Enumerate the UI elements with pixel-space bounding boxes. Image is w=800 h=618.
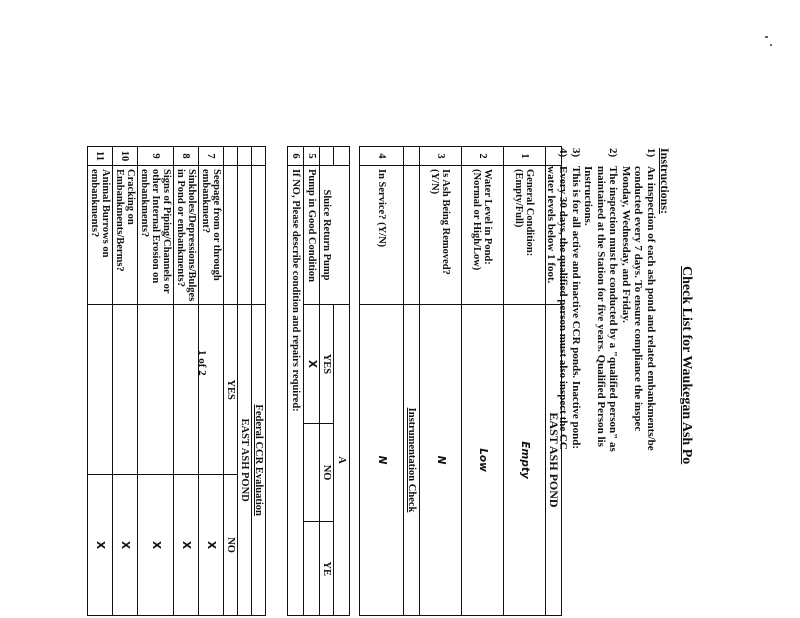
instruction-line: The inspection must be conducted by a "qualified person" as	[607, 166, 620, 452]
handwritten-answer: Empty	[504, 305, 546, 616]
no-header: NO	[224, 475, 238, 616]
table-row	[138, 147, 174, 616]
table-row	[88, 147, 113, 616]
row-label: Animal Burrows on embankments?	[88, 166, 113, 305]
row-number: 7	[199, 147, 224, 166]
instruction-number: 1)	[645, 148, 657, 158]
instruction-number: 4)	[557, 148, 570, 158]
instruction-line: Every 30 days, the qualified person must also inspect the CC	[557, 166, 570, 450]
table-row	[462, 147, 504, 616]
scan-speck	[770, 44, 772, 46]
instruction-number: 2)	[607, 148, 620, 158]
yes-header: YES	[320, 305, 334, 424]
table-row	[199, 147, 224, 616]
table-row	[288, 147, 304, 616]
pond-header: EAST ASH POND	[238, 305, 252, 616]
instruction-line: water levels below 1 foot.	[545, 166, 557, 284]
sluice-return-pump-table	[287, 146, 350, 616]
table-header-row	[546, 147, 562, 616]
table-row	[174, 147, 199, 616]
table-header-row	[320, 147, 334, 616]
table-row	[420, 147, 462, 616]
instruction-line: This is for all active and inactive CCR ponds. Inactive pond:	[570, 166, 582, 450]
row-label: Signs of Piping/Channels or other Internal Erosion on embankments?	[138, 166, 174, 305]
handwritten-answer: N	[420, 305, 462, 616]
row-number: 3	[420, 147, 462, 166]
scan-speck	[765, 36, 768, 38]
row-number: 5	[304, 147, 320, 166]
table-header-row	[252, 147, 266, 616]
row-label: General Condition: (Empty/Full)	[504, 166, 546, 305]
table-row	[360, 147, 404, 616]
instruction-item	[582, 148, 620, 603]
row-label: If NO, Please describe condition and repairs required:	[288, 166, 304, 616]
instructions-heading: Instructions:	[658, 148, 672, 215]
instruction-line: maintained at the Station for five years. Qualified Person lis	[595, 166, 607, 447]
no-check-mark: X	[138, 475, 174, 616]
instruction-line: An inspection of each ash pond and related embankments/be	[645, 166, 657, 451]
yes-header: YES	[224, 305, 238, 475]
table-header-row	[238, 147, 252, 616]
sluice-title: Sluice Return Pump	[320, 166, 334, 305]
page-number: 1 of 2	[196, 350, 208, 376]
instruction-line: Instructions.	[582, 166, 595, 226]
yes-check-mark: X	[304, 305, 320, 424]
row-label: Is Ash Being Removed? (Y/N)	[420, 166, 462, 305]
instruction-item	[620, 148, 658, 603]
row-label: In Service? (Y/N)	[360, 166, 404, 305]
table-row	[504, 147, 546, 616]
table-header-row	[224, 147, 238, 616]
no-check-mark: X	[88, 475, 113, 616]
sluice-column-label: A	[334, 305, 350, 616]
handwritten-answer: Low	[462, 305, 504, 616]
ye-header: YE	[320, 522, 334, 616]
instructions-block	[545, 148, 673, 603]
handwritten-answer: N	[360, 305, 404, 616]
no-check-mark: X	[199, 475, 224, 616]
instruction-line: Monday, Wednesday, and Friday.	[620, 166, 632, 323]
federal-title: Federal CCR Evaluation	[252, 305, 266, 616]
no-header: NO	[320, 423, 334, 522]
row-label: Pump in Good Condition	[304, 166, 320, 305]
row-number: 6	[288, 147, 304, 166]
row-label: Sinkholes/Depressions/Bulges in Pond or embankments?	[174, 166, 199, 305]
federal-ccr-table	[87, 146, 266, 616]
rotated-checklist-sheet	[89, 138, 700, 608]
row-label: Water Level in Pond: (Normal or High/Low)	[462, 166, 504, 305]
no-check-mark: X	[174, 475, 199, 616]
table-header-row	[334, 147, 350, 616]
row-number: 8	[174, 147, 199, 166]
no-check-mark: X	[113, 475, 138, 616]
instruction-line: conducted every 7 days. To ensure compliance the inspec	[632, 166, 645, 432]
row-number: 1	[504, 147, 546, 166]
row-number: 2	[462, 147, 504, 166]
row-label: Seepage from or through embankment?	[199, 166, 224, 305]
table-row	[304, 147, 320, 616]
section-header-row	[404, 147, 420, 616]
row-number: 11	[88, 147, 113, 166]
instruction-item	[570, 148, 583, 603]
row-label: Cracking on Embankments/Berms?	[113, 166, 138, 305]
row-number: 9	[138, 147, 174, 166]
instruction-number: 3)	[570, 148, 582, 158]
instrumentation-heading: Instrumentation Check	[404, 305, 420, 616]
pond-header: EAST ASH POND	[546, 305, 562, 616]
document-title: Check List for Waukegan Ash Po	[679, 266, 694, 465]
row-number: 10	[113, 147, 138, 166]
general-condition-table	[359, 146, 562, 616]
table-row	[113, 147, 138, 616]
row-number: 4	[360, 147, 404, 166]
